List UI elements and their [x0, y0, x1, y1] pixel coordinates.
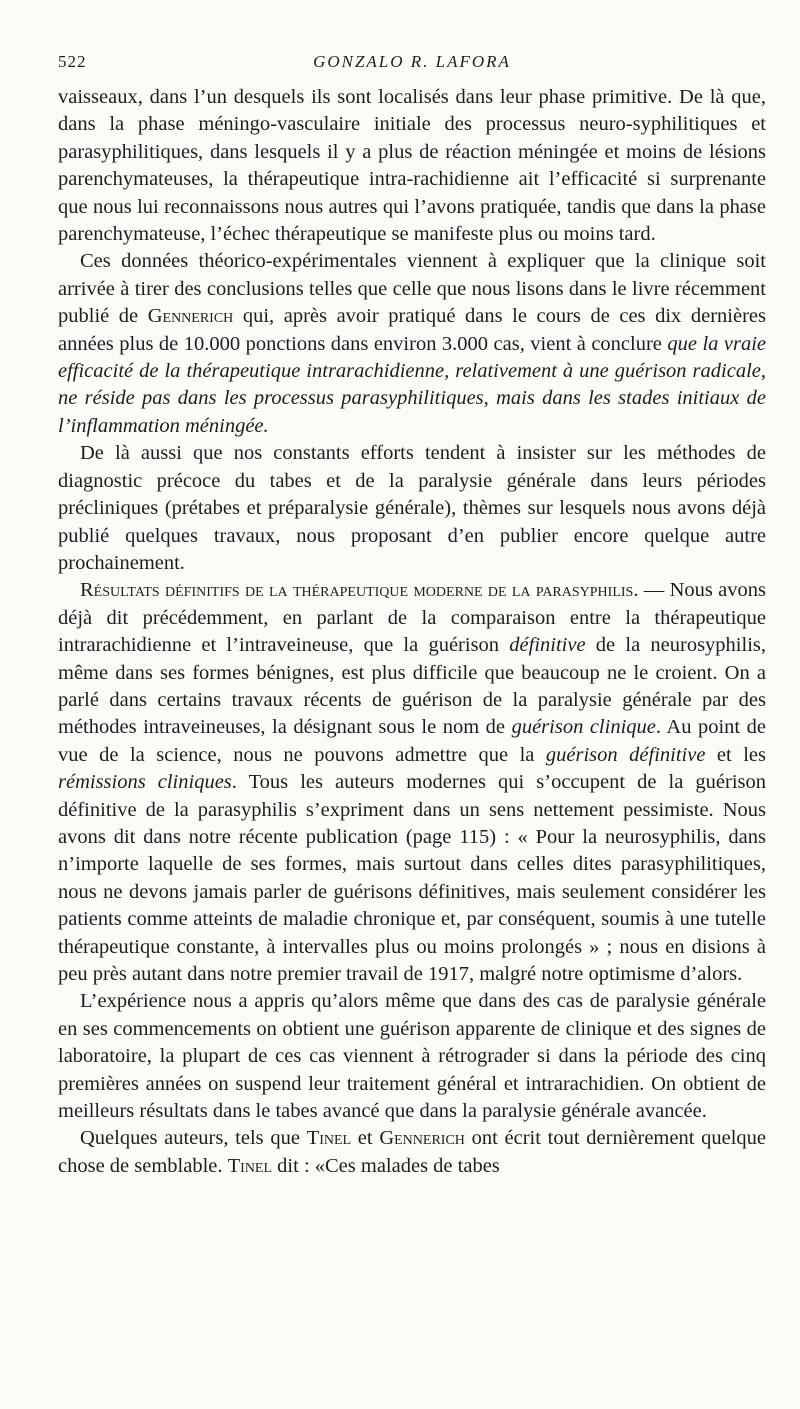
text-run: et	[351, 1127, 380, 1150]
text-run: de la neurosyphilis, même dans ses formes bénignes, est plus difficile que beaucoup ne le croient. On a parlé dans certains travaux récents de guérison de la paralysie générale par des méthodes intraveineuses, la désignant sous le nom de	[58, 634, 766, 739]
body-text	[58, 84, 766, 1180]
paragraph-other-authors	[58, 1125, 766, 1180]
header-author: GONZALO R. LAFORA	[313, 52, 511, 71]
running-head	[58, 52, 766, 78]
text-run: . Au point de vue de la science, nous ne pouvons admettre que la	[58, 716, 766, 766]
author-name: Tinel	[227, 1154, 273, 1177]
page-number: 522	[58, 52, 87, 71]
italic-term: définitive	[509, 634, 586, 657]
section-heading: Résultats définitifs de la thérapeutique moderne de la parasyphilis.	[80, 579, 639, 602]
text-run: ont écrit tout dernièrement quelque chose de semblable.	[58, 1127, 767, 1177]
paragraph-early-diagnosis: De là aussi que nos constants efforts tendent à insister sur les méthodes de diagnostic précoce du tabes et de la paralysie générale dans leurs périodes précliniques (prétabes et préparalysie générale), thèmes sur lesquels nous avons déjà publié quelques travaux, nous proposant d’en publier encore quelque autre prochainement.	[58, 442, 766, 574]
text-run: et les	[705, 743, 766, 766]
text-run: qui, après avoir pratiqué dans le cours de ces dix dernières années plus de 10.000 ponctions dans environ 3.000 cas, vient à conclure	[58, 305, 766, 355]
author-name: Gennerich	[147, 305, 234, 328]
author-name: Gennerich	[379, 1127, 465, 1150]
paragraph-continuation: vaisseaux, dans l’un desquels ils sont localisés dans leur phase primitive. De là que, dans la phase méningo-vasculaire initiale des processus neuro-syphilitiques et parasyphilitiques, dans lesquels il y a plus de réaction méningée et moins de lésions parenchymateuses, la thérapeutique intra-rachidienne ait l’efficacité si surprenante que nous lui reconnaissons nous autres qui l’avons pratiquée, tandis que dans la phase parenchymateuse, l’échec thérapeutique se manifeste plus ou moins tard.	[58, 86, 766, 246]
text-run: dit : «Ces malades de tabes	[272, 1154, 500, 1177]
italic-term: guérison clinique	[511, 716, 656, 739]
italic-term: guérison définitive	[545, 743, 706, 766]
paragraph-experience: L’expérience nous a appris qu’alors même que dans des cas de paralysie générale en ses commencements on obtient une guérison apparente de clinique et des signes de laboratoire, la plupart de ces cas viennent à rétrograder si dans la période des cinq premières années on suspend leur traitement général et intrarachidien. On obtient de meilleurs résultats dans le tabes avancé que dans la paralysie générale avancée.	[58, 990, 766, 1123]
italic-term: rémissions cliniques	[58, 771, 232, 794]
author-name: Tinel	[306, 1127, 352, 1150]
paragraph-gennerich-conclusion	[58, 248, 766, 440]
text-run: . Tous les auteurs modernes qui s’occupent de la guérison définitive de la parasyphilis s’expriment dans un sens nettement pessimiste. Nous avons dit dans notre récente publication (page 115) : « Pour la neurosyphilis, dans n’importe laquelle de ses formes, mais surtout dans celles dites parasyphilitiques, nous ne devons jamais parler de guérisons définitives, mais seulement considérer les patients comme atteints de maladie chronique et, par conséquent, soumis à une tutelle thérapeutique constante, à intervalles plus ou moins prolongés » ; nous en disions à peu près autant dans notre premier travail de 1917, malgré notre optimisme d’alors.	[58, 771, 766, 985]
text-run: — Nous avons déjà dit précédemment, en parlant de la comparaison entre la thérapeutique intrarachidienne et l’intraveineuse, que la guérison	[58, 579, 767, 657]
italic-quote: que la vraie efficacité de la thérapeutique intrarachidienne, relativement à une guérison radicale, ne réside pas dans les processus parasyphilitiques, mais dans les stades initiaux de l’inflammation méningée.	[58, 332, 767, 437]
text-run: Ces données théorico-expérimentales viennent à expliquer que la clinique soit arrivée à tirer des conclusions telles que celle que nous lisons dans le livre récemment publié de	[58, 250, 766, 328]
text-run: Quelques auteurs, tels que	[80, 1127, 307, 1150]
paragraph-definitive-results	[58, 577, 766, 988]
